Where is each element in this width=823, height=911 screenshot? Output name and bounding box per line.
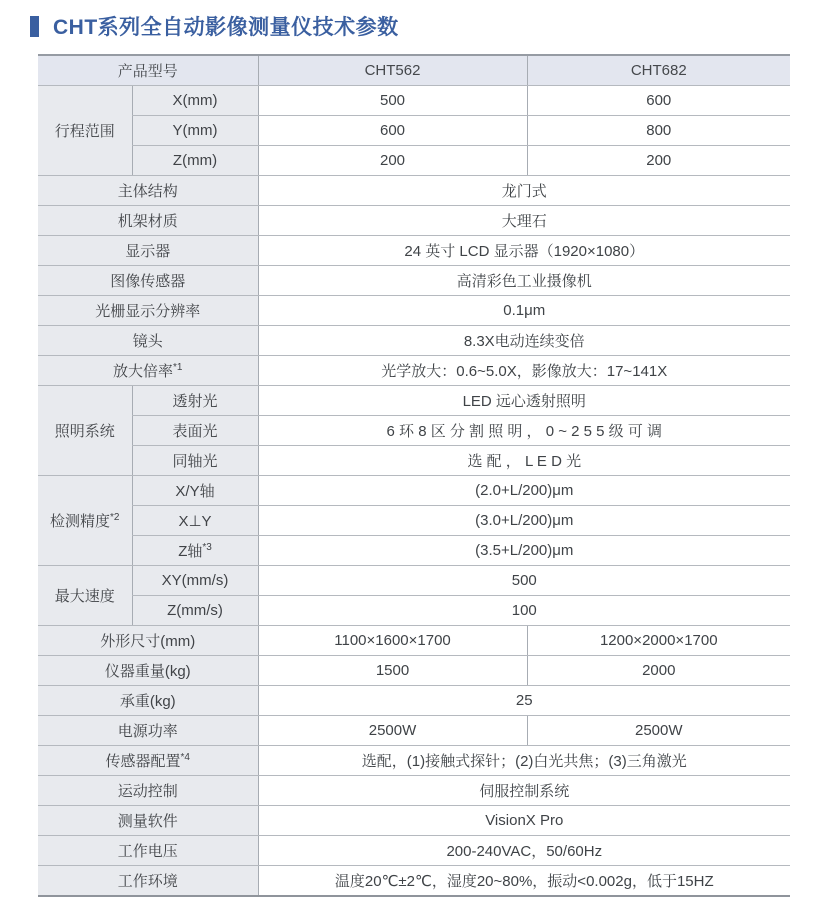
label-z-axis (132, 536, 258, 566)
value-display: 24 英寸 LCD 显示器（1920×1080） (258, 236, 790, 266)
value-measuring-software: VisionX Pro (258, 806, 790, 836)
value-power-cht682: 2500W (527, 716, 790, 746)
value-x-perp-y-accuracy: (3.0+L/200)μm (258, 506, 790, 536)
label-detection-accuracy (38, 476, 132, 566)
label-xy-speed: XY(mm/s) (132, 566, 258, 596)
table-row (38, 386, 790, 416)
value-travel-x-cht682: 600 (527, 86, 790, 116)
table-row (38, 566, 790, 596)
page-title: CHT系列全自动影像测量仪技术参数 (53, 16, 399, 39)
label-z-mm: Z(mm) (132, 146, 258, 176)
label-text: 检测精度 (50, 513, 111, 530)
table-row (38, 506, 790, 536)
table-row (38, 836, 790, 866)
label-text: 放大倍率 (113, 363, 174, 380)
value-surface-light: 6 环 8 区 分 割 照 明 ， 0 ~ 2 5 5 级 可 调 (258, 416, 790, 446)
label-x-mm: X(mm) (132, 86, 258, 116)
value-transmitted-light: LED 远心透射照明 (258, 386, 790, 416)
label-magnification (38, 356, 258, 386)
value-travel-y-cht682: 800 (527, 116, 790, 146)
model-header-cht682: CHT682 (527, 55, 790, 86)
label-product-model: 产品型号 (38, 55, 258, 86)
value-z-speed: 100 (258, 596, 790, 626)
value-working-voltage: 200-240VAC，50/60Hz (258, 836, 790, 866)
table-row (38, 746, 790, 776)
table-row (38, 176, 790, 206)
label-motion-control: 运动控制 (38, 776, 258, 806)
label-display: 显示器 (38, 236, 258, 266)
value-weight-cht682: 2000 (527, 656, 790, 686)
table-row (38, 716, 790, 746)
label-lens: 镜头 (38, 326, 258, 356)
label-z-speed: Z(mm/s) (132, 596, 258, 626)
label-transmitted-light: 透射光 (132, 386, 258, 416)
model-header-cht562: CHT562 (258, 55, 527, 86)
table-row (38, 266, 790, 296)
label-text: 传感器配置 (105, 753, 181, 770)
label-load-capacity: 承重(kg) (38, 686, 258, 716)
value-scale-resolution: 0.1μm (258, 296, 790, 326)
table-row (38, 356, 790, 386)
spec-table (38, 54, 790, 897)
value-working-environment: 温度20℃±2℃，湿度20~80%，振动<0.002g，低于15HZ (258, 866, 790, 897)
table-row (38, 296, 790, 326)
value-body-structure: 龙门式 (258, 176, 790, 206)
table-row (38, 806, 790, 836)
label-lighting-system: 照明系统 (38, 386, 132, 476)
value-power-cht562: 2500W (258, 716, 527, 746)
table-row (38, 206, 790, 236)
value-travel-x-cht562: 500 (258, 86, 527, 116)
value-coaxial-light: 选 配 ， L E D 光 (258, 446, 790, 476)
table-row (38, 326, 790, 356)
table-row (38, 86, 790, 116)
table-row (38, 626, 790, 656)
table-row (38, 146, 790, 176)
value-weight-cht562: 1500 (258, 656, 527, 686)
label-text: Z轴 (178, 543, 203, 560)
value-frame-material: 大理石 (258, 206, 790, 236)
table-row (38, 116, 790, 146)
footnote-marker: *3 (202, 542, 212, 553)
table-row (38, 416, 790, 446)
value-image-sensor: 高清彩色工业摄像机 (258, 266, 790, 296)
footnote-marker: *1 (173, 362, 183, 373)
footnote-marker: *4 (180, 752, 190, 763)
value-sensor-options: 选配，(1)接触式探针；(2)白光共焦；(3)三角激光 (258, 746, 790, 776)
label-x-perp-y: X⊥Y (132, 506, 258, 536)
label-scale-resolution: 光栅显示分辨率 (38, 296, 258, 326)
value-lens: 8.3X电动连续变倍 (258, 326, 790, 356)
value-motion-control: 伺服控制系统 (258, 776, 790, 806)
label-image-sensor: 图像传感器 (38, 266, 258, 296)
footnote-marker: *2 (110, 512, 120, 523)
label-power: 电源功率 (38, 716, 258, 746)
table-row (38, 656, 790, 686)
label-working-environment: 工作环境 (38, 866, 258, 897)
label-frame-material: 机架材质 (38, 206, 258, 236)
value-magnification: 光学放大：0.6~5.0X，影像放大：17~141X (258, 356, 790, 386)
table-row (38, 596, 790, 626)
table-row (38, 866, 790, 897)
table-row (38, 446, 790, 476)
value-travel-z-cht562: 200 (258, 146, 527, 176)
title-accent-bar-icon (30, 16, 39, 37)
label-measuring-software: 测量软件 (38, 806, 258, 836)
value-travel-y-cht562: 600 (258, 116, 527, 146)
table-row (38, 236, 790, 266)
label-body-structure: 主体结构 (38, 176, 258, 206)
label-sensor-options (38, 746, 258, 776)
value-z-axis-accuracy: (3.5+L/200)μm (258, 536, 790, 566)
value-xy-axis-accuracy: (2.0+L/200)μm (258, 476, 790, 506)
label-dimensions: 外形尺寸(mm) (38, 626, 258, 656)
label-surface-light: 表面光 (132, 416, 258, 446)
table-row (38, 686, 790, 716)
table-row (38, 536, 790, 566)
label-y-mm: Y(mm) (132, 116, 258, 146)
label-instrument-weight: 仪器重量(kg) (38, 656, 258, 686)
value-xy-speed: 500 (258, 566, 790, 596)
value-travel-z-cht682: 200 (527, 146, 790, 176)
value-dimensions-cht682: 1200×2000×1700 (527, 626, 790, 656)
label-working-voltage: 工作电压 (38, 836, 258, 866)
label-coaxial-light: 同轴光 (132, 446, 258, 476)
label-travel-range: 行程范围 (38, 86, 132, 176)
page-header (30, 11, 823, 41)
label-max-speed: 最大速度 (38, 566, 132, 626)
table-row (38, 476, 790, 506)
table-row (38, 776, 790, 806)
value-load-capacity: 25 (258, 686, 790, 716)
label-xy-axis: X/Y轴 (132, 476, 258, 506)
table-header-row (38, 55, 790, 86)
value-dimensions-cht562: 1100×1600×1700 (258, 626, 527, 656)
